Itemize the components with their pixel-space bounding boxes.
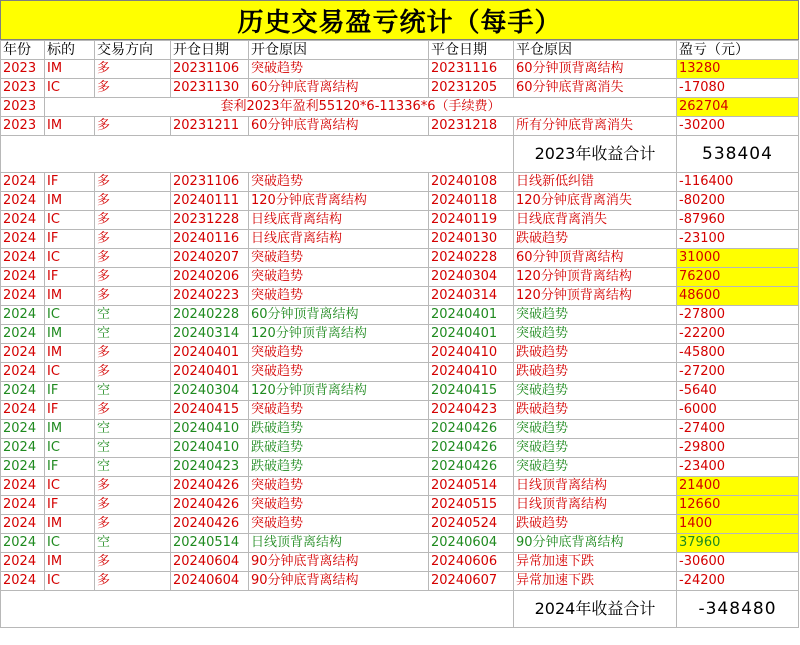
close-reason-cell: 突破趋势 [514,325,677,344]
close-date-cell: 20240515 [429,496,514,515]
summary-value: 538404 [677,136,799,173]
open-date-cell: 20240401 [171,363,249,382]
year-cell: 2024 [1,420,45,439]
table-row [1,287,799,306]
summary-spacer [1,591,514,628]
summary-label: 2024年收益合计 [514,591,677,628]
open-reason-cell: 突破趋势 [249,249,429,268]
symbol-cell: IC [45,534,95,553]
pnl-cell: 31000 [677,249,799,268]
close-reason-cell: 跌破趋势 [514,515,677,534]
pnl-cell: -80200 [677,192,799,211]
open-date-cell: 20240410 [171,420,249,439]
open-date-cell: 20240314 [171,325,249,344]
symbol-cell: IC [45,439,95,458]
pnl-cell: 12660 [677,496,799,515]
close-date-cell: 20240514 [429,477,514,496]
pnl-cell: 1400 [677,515,799,534]
open-date-cell: 20240207 [171,249,249,268]
symbol-cell: IM [45,117,95,136]
close-date-cell: 20231205 [429,79,514,98]
direction-cell: 空 [95,382,171,401]
close-reason-cell: 60分钟顶背离结构 [514,249,677,268]
year-cell: 2024 [1,401,45,420]
symbol-cell: IF [45,382,95,401]
year-cell: 2024 [1,306,45,325]
close-reason-cell: 日线顶背离结构 [514,477,677,496]
close-reason-cell: 跌破趋势 [514,363,677,382]
open-reason-cell: 90分钟底背离结构 [249,553,429,572]
year-cell: 2024 [1,344,45,363]
pnl-cell: -27400 [677,420,799,439]
close-reason-cell: 突破趋势 [514,458,677,477]
close-reason-cell: 跌破趋势 [514,344,677,363]
open-reason-cell: 120分钟顶背离结构 [249,325,429,344]
pnl-cell: -6000 [677,401,799,420]
header-close-reason: 平仓原因 [514,41,677,60]
close-date-cell: 20240108 [429,173,514,192]
header-open-reason: 开仓原因 [249,41,429,60]
summary-row [1,591,799,628]
close-reason-cell: 90分钟底背离结构 [514,534,677,553]
direction-cell: 空 [95,534,171,553]
direction-cell: 多 [95,553,171,572]
year-cell: 2023 [1,79,45,98]
direction-cell: 多 [95,230,171,249]
close-reason-cell: 异常加速下跌 [514,572,677,591]
year-cell: 2023 [1,98,45,117]
open-reason-cell: 90分钟底背离结构 [249,572,429,591]
pnl-cell: -87960 [677,211,799,230]
year-cell: 2024 [1,496,45,515]
open-reason-cell: 突破趋势 [249,515,429,534]
pnl-cell: 13280 [677,60,799,79]
symbol-cell: IC [45,79,95,98]
open-date-cell: 20240228 [171,306,249,325]
table-row [1,306,799,325]
close-reason-cell: 突破趋势 [514,306,677,325]
close-date-cell: 20240604 [429,534,514,553]
close-date-cell: 20240401 [429,306,514,325]
trade-table [0,40,799,628]
year-cell: 2024 [1,230,45,249]
open-reason-cell: 跌破趋势 [249,439,429,458]
table-row [1,496,799,515]
close-reason-cell: 突破趋势 [514,420,677,439]
direction-cell: 空 [95,325,171,344]
close-reason-cell: 突破趋势 [514,439,677,458]
direction-cell: 空 [95,306,171,325]
close-date-cell: 20240130 [429,230,514,249]
table-row [1,439,799,458]
close-reason-cell: 120分钟底背离消失 [514,192,677,211]
symbol-cell: IF [45,458,95,477]
close-reason-cell: 日线新低纠错 [514,173,677,192]
pnl-cell: -30200 [677,117,799,136]
symbol-cell: IM [45,287,95,306]
symbol-cell: IM [45,192,95,211]
open-date-cell: 20240116 [171,230,249,249]
close-date-cell: 20240607 [429,572,514,591]
open-reason-cell: 突破趋势 [249,173,429,192]
symbol-cell: IC [45,211,95,230]
direction-cell: 多 [95,249,171,268]
close-date-cell: 20240423 [429,401,514,420]
close-reason-cell: 所有分钟底背离消失 [514,117,677,136]
header-open-date: 开仓日期 [171,41,249,60]
pnl-cell: -30600 [677,553,799,572]
pnl-cell: 48600 [677,287,799,306]
pnl-cell: 76200 [677,268,799,287]
close-date-cell: 20231116 [429,60,514,79]
symbol-cell: IC [45,477,95,496]
year-cell: 2024 [1,268,45,287]
direction-cell: 空 [95,439,171,458]
open-date-cell: 20231106 [171,173,249,192]
pnl-cell: -29800 [677,439,799,458]
direction-cell: 多 [95,572,171,591]
close-date-cell: 20240524 [429,515,514,534]
table-row [1,325,799,344]
table-row [1,363,799,382]
pnl-cell: -45800 [677,344,799,363]
open-reason-cell: 突破趋势 [249,60,429,79]
symbol-cell: IF [45,496,95,515]
header-row [1,41,799,60]
open-reason-cell: 跌破趋势 [249,458,429,477]
open-date-cell: 20240604 [171,553,249,572]
year-cell: 2024 [1,458,45,477]
symbol-cell: IM [45,325,95,344]
pnl-cell: -5640 [677,382,799,401]
year-cell: 2024 [1,363,45,382]
open-reason-cell: 日线底背离结构 [249,211,429,230]
direction-cell: 多 [95,363,171,382]
header-pnl: 盈亏（元） [677,41,799,60]
table-row [1,572,799,591]
open-reason-cell: 跌破趋势 [249,420,429,439]
close-date-cell: 20240606 [429,553,514,572]
symbol-cell: IF [45,230,95,249]
open-date-cell: 20240304 [171,382,249,401]
open-reason-cell: 突破趋势 [249,401,429,420]
open-date-cell: 20231228 [171,211,249,230]
close-date-cell: 20240415 [429,382,514,401]
open-reason-cell: 突破趋势 [249,477,429,496]
year-cell: 2024 [1,382,45,401]
year-cell: 2024 [1,439,45,458]
open-reason-cell: 突破趋势 [249,268,429,287]
open-date-cell: 20231211 [171,117,249,136]
symbol-cell: IM [45,515,95,534]
close-date-cell: 20240314 [429,287,514,306]
close-date-cell: 20240119 [429,211,514,230]
open-date-cell: 20240514 [171,534,249,553]
direction-cell: 多 [95,117,171,136]
table-row [1,249,799,268]
symbol-cell: IC [45,249,95,268]
open-date-cell: 20240111 [171,192,249,211]
year-cell: 2024 [1,211,45,230]
table-row [1,344,799,363]
year-cell: 2024 [1,287,45,306]
header-direction: 交易方向 [95,41,171,60]
open-reason-cell: 60分钟底背离结构 [249,117,429,136]
open-date-cell: 20231106 [171,60,249,79]
pnl-cell: 262704 [677,98,799,117]
header-close-date: 平仓日期 [429,41,514,60]
table-row [1,382,799,401]
close-date-cell: 20240426 [429,439,514,458]
arbitrage-row [1,98,799,117]
direction-cell: 多 [95,401,171,420]
table-row [1,211,799,230]
direction-cell: 多 [95,211,171,230]
direction-cell: 多 [95,79,171,98]
year-cell: 2024 [1,325,45,344]
open-date-cell: 20240426 [171,496,249,515]
symbol-cell: IF [45,268,95,287]
table-row [1,534,799,553]
direction-cell: 多 [95,173,171,192]
open-reason-cell: 突破趋势 [249,344,429,363]
table-row [1,401,799,420]
close-date-cell: 20240426 [429,420,514,439]
direction-cell: 多 [95,60,171,79]
open-date-cell: 20240426 [171,515,249,534]
symbol-cell: IC [45,306,95,325]
direction-cell: 空 [95,458,171,477]
open-date-cell: 20240410 [171,439,249,458]
direction-cell: 多 [95,515,171,534]
year-cell: 2024 [1,515,45,534]
close-reason-cell: 60分钟底背离消失 [514,79,677,98]
open-reason-cell: 日线顶背离结构 [249,534,429,553]
close-reason-cell: 突破趋势 [514,382,677,401]
symbol-cell: IM [45,60,95,79]
close-reason-cell: 120分钟顶背离结构 [514,268,677,287]
direction-cell: 多 [95,344,171,363]
close-reason-cell: 日线顶背离结构 [514,496,677,515]
direction-cell: 空 [95,420,171,439]
symbol-cell: IC [45,363,95,382]
table-row [1,192,799,211]
table-row [1,268,799,287]
close-date-cell: 20231218 [429,117,514,136]
header-year: 年份 [1,41,45,60]
direction-cell: 多 [95,477,171,496]
open-date-cell: 20231130 [171,79,249,98]
pnl-cell: -27200 [677,363,799,382]
symbol-cell: IF [45,401,95,420]
table-row [1,173,799,192]
open-date-cell: 20240426 [171,477,249,496]
open-reason-cell: 突破趋势 [249,287,429,306]
trade-table-body [1,41,799,628]
open-reason-cell: 日线底背离结构 [249,230,429,249]
pnl-cell: -17080 [677,79,799,98]
pnl-cell: 37960 [677,534,799,553]
close-reason-cell: 日线底背离消失 [514,211,677,230]
sheet-title: 历史交易盈亏统计（每手） [0,0,799,40]
open-date-cell: 20240223 [171,287,249,306]
open-reason-cell: 突破趋势 [249,496,429,515]
close-date-cell: 20240410 [429,344,514,363]
close-date-cell: 20240228 [429,249,514,268]
open-reason-cell: 60分钟顶背离结构 [249,306,429,325]
close-reason-cell: 异常加速下跌 [514,553,677,572]
table-row [1,230,799,249]
direction-cell: 多 [95,287,171,306]
year-cell: 2024 [1,572,45,591]
table-row [1,117,799,136]
year-cell: 2024 [1,534,45,553]
year-cell: 2024 [1,192,45,211]
table-row [1,477,799,496]
year-cell: 2024 [1,249,45,268]
direction-cell: 多 [95,496,171,515]
open-date-cell: 20240206 [171,268,249,287]
close-date-cell: 20240118 [429,192,514,211]
symbol-cell: IM [45,553,95,572]
pnl-cell: -22200 [677,325,799,344]
open-date-cell: 20240423 [171,458,249,477]
pnl-cell: -27800 [677,306,799,325]
header-symbol: 标的 [45,41,95,60]
open-reason-cell: 突破趋势 [249,363,429,382]
year-cell: 2024 [1,477,45,496]
open-date-cell: 20240401 [171,344,249,363]
pnl-cell: 21400 [677,477,799,496]
open-reason-cell: 120分钟顶背离结构 [249,382,429,401]
table-row [1,458,799,477]
arbitrage-note: 套利2023年盈利55120*6-11336*6（手续费） [45,98,677,117]
close-reason-cell: 跌破趋势 [514,230,677,249]
close-reason-cell: 跌破趋势 [514,401,677,420]
table-row [1,515,799,534]
year-cell: 2024 [1,553,45,572]
summary-value: -348480 [677,591,799,628]
open-date-cell: 20240604 [171,572,249,591]
close-date-cell: 20240426 [429,458,514,477]
open-date-cell: 20240415 [171,401,249,420]
summary-label: 2023年收益合计 [514,136,677,173]
open-reason-cell: 120分钟底背离结构 [249,192,429,211]
summary-row [1,136,799,173]
direction-cell: 多 [95,268,171,287]
symbol-cell: IM [45,420,95,439]
pnl-cell: -23400 [677,458,799,477]
close-reason-cell: 120分钟顶背离结构 [514,287,677,306]
pnl-cell: -116400 [677,173,799,192]
symbol-cell: IM [45,344,95,363]
table-row [1,420,799,439]
year-cell: 2023 [1,117,45,136]
pnl-cell: -23100 [677,230,799,249]
symbol-cell: IC [45,572,95,591]
direction-cell: 多 [95,192,171,211]
table-row [1,60,799,79]
summary-spacer [1,136,514,173]
pnl-cell: -24200 [677,572,799,591]
open-reason-cell: 60分钟底背离结构 [249,79,429,98]
close-date-cell: 20240401 [429,325,514,344]
symbol-cell: IF [45,173,95,192]
year-cell: 2023 [1,60,45,79]
table-row [1,553,799,572]
close-date-cell: 20240410 [429,363,514,382]
year-cell: 2024 [1,173,45,192]
table-row [1,79,799,98]
close-date-cell: 20240304 [429,268,514,287]
close-reason-cell: 60分钟顶背离结构 [514,60,677,79]
